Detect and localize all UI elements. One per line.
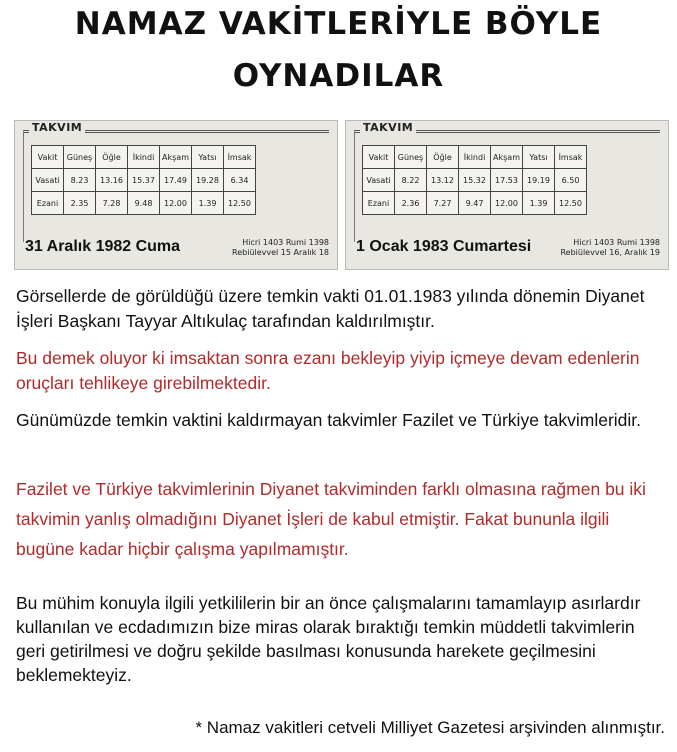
- table-cell: İmsak: [224, 146, 256, 169]
- table-cell: Vasati: [32, 169, 64, 192]
- table-cell: 19.19: [523, 169, 555, 192]
- table-cell: Akşam: [491, 146, 523, 169]
- hicri-line: Rebiülevvel 15 Aralık 18: [232, 248, 329, 257]
- clipping-label: TAKVIM: [360, 121, 416, 134]
- table-cell: 7.27: [427, 192, 459, 215]
- page-title-line2: OYNADILAR: [232, 58, 445, 94]
- hicri-line: Hicri 1403 Rumi 1398: [242, 238, 329, 247]
- table-cell: 2.36: [395, 192, 427, 215]
- page-title-line1: NAMAZ VAKİTLERİYLE BÖYLE: [74, 6, 603, 42]
- hicri-line: Hicri 1403 Rumi 1398: [573, 238, 660, 247]
- hicri-date: [232, 238, 329, 258]
- table-cell: 13.12: [427, 169, 459, 192]
- footnote: * Namaz vakitleri cetveli Milliyet Gazetesi arşivinden alınmıştır.: [195, 718, 665, 737]
- table-cell: Yatsı: [192, 146, 224, 169]
- table-cell: 8.23: [64, 169, 96, 192]
- table-cell: Güneş: [64, 146, 96, 169]
- table-row: [32, 192, 256, 215]
- newspaper-clipping-1983: [345, 120, 669, 270]
- clipping-date: 1 Ocak 1983 Cumartesi: [356, 238, 532, 255]
- table-header-row: [363, 146, 587, 169]
- table-cell: Ezani: [363, 192, 395, 215]
- table-cell: İkindi: [128, 146, 160, 169]
- table-cell: Vakit: [363, 146, 395, 169]
- table-cell: Vakit: [32, 146, 64, 169]
- paragraph-temkin-removed: Görsellerde de görüldüğü üzere temkin vakti 01.01.1983 yılında dönemin Diyanet İşleri Başkanı Tayyar Altıkulaç tarafından kaldırılmıştır.: [16, 286, 645, 331]
- clipping-label: TAKVIM: [29, 121, 85, 134]
- table-cell: İkindi: [459, 146, 491, 169]
- table-cell: Öğle: [427, 146, 459, 169]
- table-cell: 12.50: [555, 192, 587, 215]
- table-cell: Güneş: [395, 146, 427, 169]
- paragraph-request: Bu mühim konuyla ilgili yetkililerin bir an önce çalışmalarını tamamlayıp asırlardır kullanılan ve ecdadımızın bize miras olarak bıraktığı temkin müddetli takvimlerin geri getirilmesi ve doğru şekilde basılması konusunda harekete geçilmesini beklemekteyiz.: [16, 593, 641, 685]
- table-cell: 2.35: [64, 192, 96, 215]
- table-cell: 9.47: [459, 192, 491, 215]
- table-cell: 9.48: [128, 192, 160, 215]
- table-cell: Akşam: [160, 146, 192, 169]
- table-cell: 6.50: [555, 169, 587, 192]
- table-cell: 12.50: [224, 192, 256, 215]
- table-cell: 1.39: [192, 192, 224, 215]
- hicri-line: Rebiülevvel 16, Aralık 19: [560, 248, 660, 257]
- table-cell: 12.00: [160, 192, 192, 215]
- table-cell: 17.53: [491, 169, 523, 192]
- table-cell: 1.39: [523, 192, 555, 215]
- table-cell: Yatsı: [523, 146, 555, 169]
- table-cell: Öğle: [96, 146, 128, 169]
- prayer-times-table: [362, 145, 587, 215]
- table-row: [363, 192, 587, 215]
- table-cell: 15.37: [128, 169, 160, 192]
- table-cell: 17.49: [160, 169, 192, 192]
- table-cell: 7.28: [96, 192, 128, 215]
- newspaper-clipping-1982: [14, 120, 338, 270]
- table-cell: 12.00: [491, 192, 523, 215]
- paragraph-diyanet-acceptance: Fazilet ve Türkiye takvimlerinin Diyanet takviminden farklı olmasına rağmen bu iki takvimin yanlış olmadığını Diyanet İşleri de kabul etmiştir. Fakat bununla ilgili bugüne kadar hiçbir çalışma yapılmamıştır.: [16, 479, 646, 559]
- clipping-date: 31 Aralık 1982 Cuma: [25, 238, 181, 255]
- table-row: [32, 169, 256, 192]
- table-header-row: [32, 146, 256, 169]
- table-cell: 15.32: [459, 169, 491, 192]
- table-cell: İmsak: [555, 146, 587, 169]
- table-cell: Vasati: [363, 169, 395, 192]
- table-cell: 13.16: [96, 169, 128, 192]
- paragraph-warning: Bu demek oluyor ki imsaktan sonra ezanı bekleyip yiyip içmeye devam edenlerin oruçları tehlikeye girebilmektedir.: [16, 348, 640, 393]
- table-row: [363, 169, 587, 192]
- paragraph-calendars: Günümüzde temkin vaktini kaldırmayan takvimler Fazilet ve Türkiye takvimleridir.: [16, 410, 642, 430]
- table-cell: 8.22: [395, 169, 427, 192]
- table-cell: 6.34: [224, 169, 256, 192]
- table-cell: 19.28: [192, 169, 224, 192]
- prayer-times-table: [31, 145, 256, 215]
- table-cell: Ezani: [32, 192, 64, 215]
- hicri-date: [560, 238, 660, 258]
